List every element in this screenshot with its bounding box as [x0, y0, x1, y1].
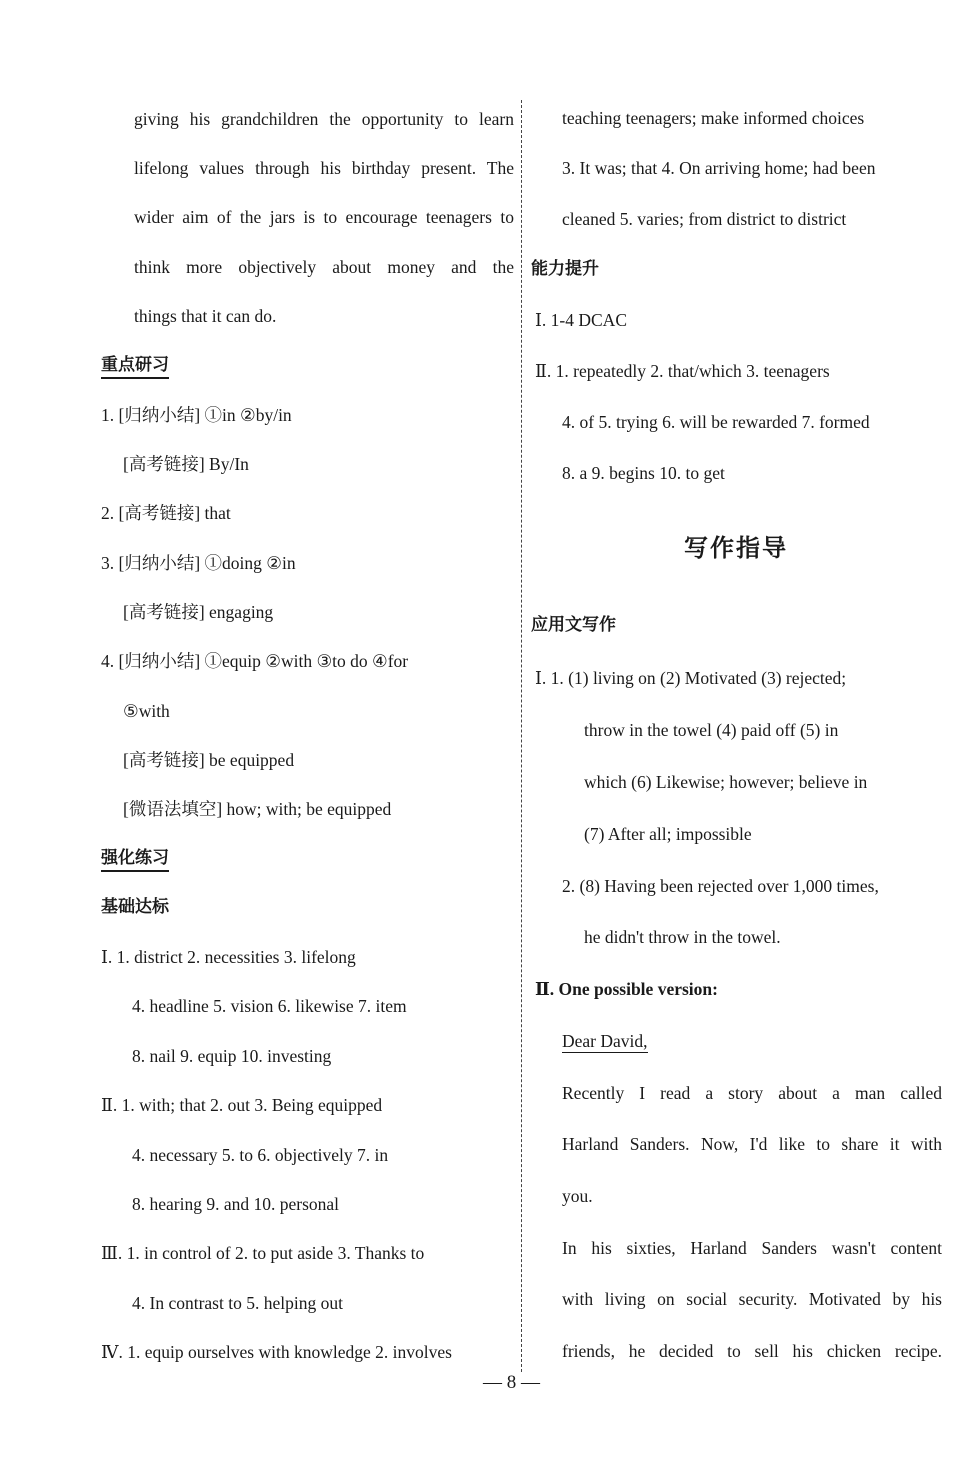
writing-6: he didn't throw in the towel. [584, 927, 781, 947]
letter-line-3: you. [562, 1186, 593, 1206]
section-title: 写作指导 [684, 534, 788, 562]
left-para-line-2: lifelong values through his birthday present. The [134, 158, 514, 178]
basic-1: Ⅰ. 1. district 2. necessities 3. lifelong [101, 947, 356, 967]
left-para-line-5: things that it can do. [134, 306, 277, 326]
left-para-line-4: think more objectively about money and the [134, 257, 514, 277]
key-study-3: 3. [归纳小结] ①doing ②in [101, 553, 296, 573]
letter-line-4: In his sixties, Harland Sanders wasn't content [562, 1238, 942, 1258]
writing-2: throw in the towel (4) paid off (5) in [584, 720, 839, 740]
key-study-2: 2. [高考链接] that [101, 503, 231, 523]
key-study-3-link: [高考链接] engaging [123, 602, 274, 622]
writing-1: Ⅰ. 1. (1) living on (2) Motivated (3) rejected; [535, 668, 847, 688]
writing-4: (7) After all; impossible [584, 824, 752, 844]
key-study-4-grammar: [微语法填空] how; with; be equipped [123, 799, 392, 819]
heading-practice: 强化练习 [101, 847, 169, 872]
heading-basic: 基础达标 [101, 897, 169, 917]
basic-7: Ⅲ. 1. in control of 2. to put aside 3. Thanks to [101, 1243, 425, 1263]
basic-2: 4. headline 5. vision 6. likewise 7. item [132, 996, 407, 1016]
ability-1: Ⅰ. 1-4 DCAC [535, 310, 627, 330]
right-cont-2: 3. It was; that 4. On arriving home; had been [562, 158, 876, 178]
key-study-4-link: [高考链接] be equipped [123, 750, 295, 770]
ability-4: 8. a 9. begins 10. to get [562, 463, 725, 483]
basic-6: 8. hearing 9. and 10. personal [132, 1194, 340, 1214]
writing-3: which (6) Likewise; however; believe in [584, 772, 868, 792]
letter-line-1: Recently I read a story about a man called [562, 1083, 942, 1103]
ability-3: 4. of 5. trying 6. will be rewarded 7. formed [562, 412, 870, 432]
key-study-1-link: [高考链接] By/In [123, 454, 249, 474]
right-cont-1: teaching teenagers; make informed choices [562, 108, 865, 128]
salutation: Dear David, [562, 1031, 648, 1051]
key-study-4: 4. [归纳小结] ①equip ②with ③to do ④for [101, 651, 409, 671]
column-divider [521, 100, 522, 1372]
basic-9: Ⅳ. 1. equip ourselves with knowledge 2. involves [101, 1342, 452, 1362]
left-para-line-3: wider aim of the jars is to encourage teenagers to [134, 207, 514, 227]
heading-key-study: 重点研习 [101, 354, 169, 379]
page-number: — 8 — [483, 1372, 540, 1393]
letter-line-2: Harland Sanders. Now, I'd like to share it with [562, 1134, 942, 1154]
key-study-1: 1. [归纳小结] ①in ②by/in [101, 405, 292, 425]
basic-3: 8. nail 9. equip 10. investing [132, 1046, 332, 1066]
right-cont-3: cleaned 5. varies; from district to district [562, 209, 847, 229]
left-para-line-1: giving his grandchildren the opportunity to learn [134, 109, 514, 129]
heading-writing: 应用文写作 [531, 615, 616, 635]
letter-line-6: friends, he decided to sell his chicken recipe. [562, 1341, 942, 1361]
letter-line-5: with living on social security. Motivated by his [562, 1289, 942, 1309]
ability-2: Ⅱ. 1. repeatedly 2. that/which 3. teenagers [535, 361, 830, 381]
writing-5: 2. (8) Having been rejected over 1,000 times, [562, 876, 879, 896]
key-study-4-cont: ⑤with [123, 701, 170, 721]
version-label: Ⅱ. One possible version: [535, 979, 718, 999]
basic-4: Ⅱ. 1. with; that 2. out 3. Being equipped [101, 1095, 383, 1115]
basic-8: 4. In contrast to 5. helping out [132, 1293, 343, 1313]
basic-5: 4. necessary 5. to 6. objectively 7. in [132, 1145, 389, 1165]
heading-ability: 能力提升 [531, 259, 599, 279]
